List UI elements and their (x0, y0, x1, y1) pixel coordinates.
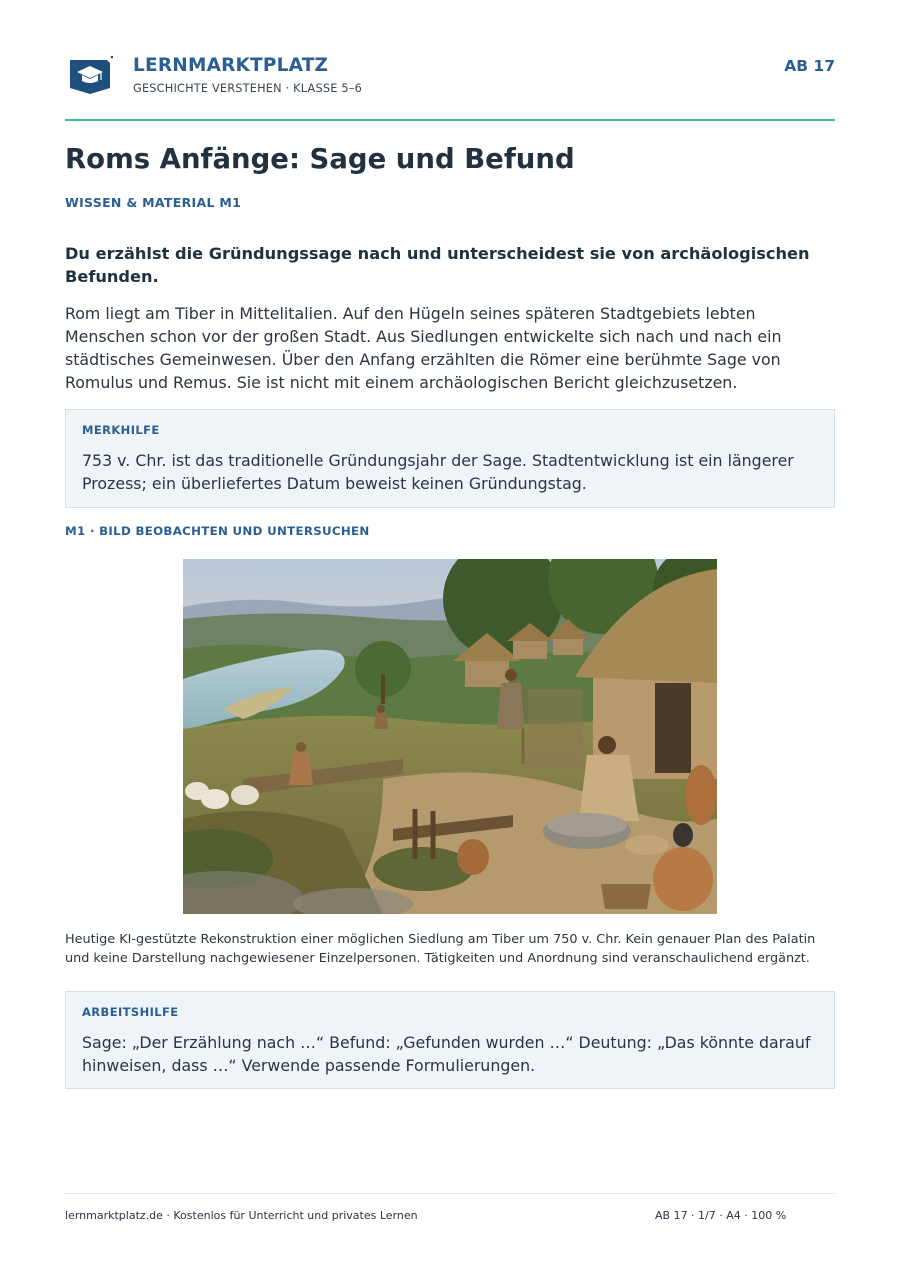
material-label: M1 · BILD BEOBACHTEN UND UNTERSUCHEN (65, 524, 370, 538)
footer-page-info: AB 17 · 1/7 · A4 · 100 % (655, 1209, 787, 1222)
page-title: Roms Anfänge: Sage und Befund (65, 143, 575, 175)
section-kicker: WISSEN & MATERIAL M1 (65, 195, 242, 210)
footer-divider (65, 1193, 835, 1194)
merkhilfe-text: 753 v. Chr. ist das traditionelle Gründungsjahr der Sage. Stadtentwicklung ist ein längerer Prozess; ein überliefertes Datum beweist keinen Gründungstag. (82, 451, 794, 493)
graduation-cap-icon (67, 54, 113, 94)
figure-caption: Heutige KI-gestützte Rekonstruktion einer möglichen Siedlung am Tiber um 750 v. Chr. Kein genauer Plan des Palatin und keine Darstellung nachgewiesener Einzelpersonen. Tätigkeiten und Anordnung sind veranschaulichend ergänzt. (65, 932, 816, 966)
arbeitshilfe-box (65, 991, 835, 1089)
merkhilfe-box (65, 409, 835, 508)
learning-goal: Du erzählst die Gründungssage nach und unterscheidest sie von archäologischen Befunden. (65, 244, 810, 286)
brand-name[interactable]: LERNMARKTPLATZ (133, 55, 329, 76)
header-divider (65, 119, 835, 121)
sheet-number: AB 17 (784, 57, 835, 75)
footer-site-info[interactable]: lernmarktplatz.de · Kostenlos für Unterricht und privates Lernen (65, 1209, 418, 1222)
arbeitshilfe-label: ARBEITSHILFE (82, 1005, 179, 1019)
brand-subtitle: GESCHICHTE VERSTEHEN · KLASSE 5–6 (133, 82, 362, 95)
arbeitshilfe-text: Sage: „Der Erzählung nach …“ Befund: „Gefunden wurden …“ Deutung: „Das könnte darauf hinweisen, dass …“ Verwende passende Formulierungen. (82, 1033, 811, 1075)
intro-paragraph: Rom liegt am Tiber in Mittelitalien. Auf den Hügeln seines späteren Stadtgebiets lebten Menschen schon vor der großen Stadt. Aus Siedlungen entwickelte sich nach und nach ein städtisches Gemeinwesen. Über den Anfang erzählten die Römer eine berühmte Sage von Romulus und Remus. Sie ist nicht mit einem archäologischen Bericht gleichzusetzen. (65, 304, 782, 392)
settlement-illustration (183, 559, 717, 914)
merkhilfe-label: MERKHILFE (82, 423, 160, 437)
page-header (65, 50, 835, 110)
